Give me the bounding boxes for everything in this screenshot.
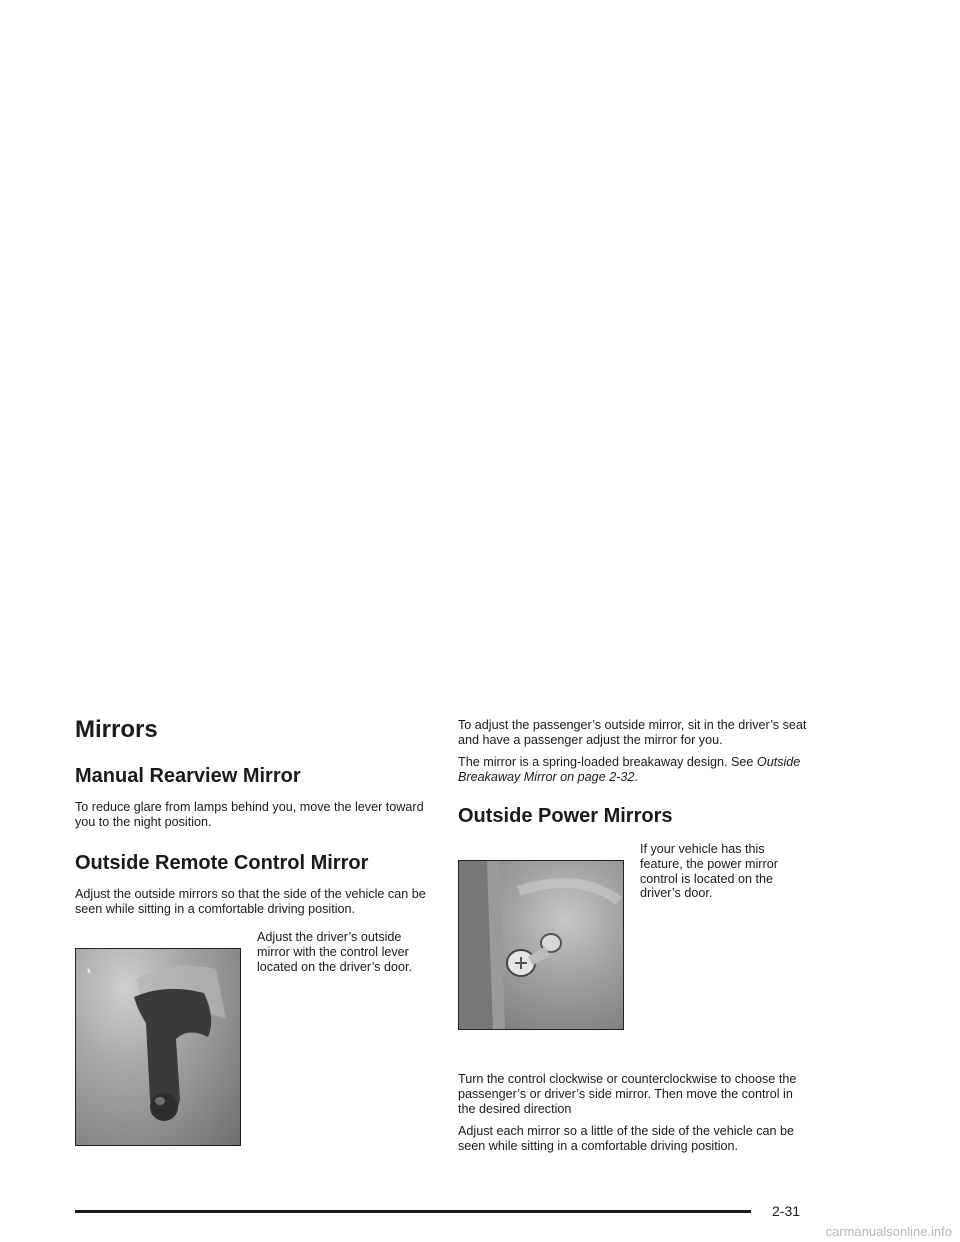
mirror-lever-photo <box>75 948 241 1146</box>
power-mirror-body-2: Adjust each mirror so a little of the side of the vehicle can be seen while sitting in a comfortable driving position. <box>458 1124 795 1153</box>
breakaway-text-lead: The mirror is a spring-loaded breakaway design. See <box>458 755 754 770</box>
power-mirror-figure <box>458 840 813 1054</box>
power-mirror-body-1: Turn the control clockwise or counterclockwise to choose the passenger’s or driver’s side mirror. Then move the control in the desired direction <box>458 1072 797 1116</box>
footer-rule <box>75 1210 751 1213</box>
manual-rearview-title: Manual Rearview Mirror <box>75 765 301 787</box>
power-mirror-photo <box>458 860 624 1030</box>
breakaway-reference-link[interactable]: Outside Breakaway Mirror on page 2-32 <box>458 755 801 784</box>
power-mirrors-title: Outside Power Mirrors <box>458 805 673 828</box>
passenger-mirror-text: To adjust the passenger’s outside mirror, sit in the driver’s seat and have a passenger adjust the mirror for you. <box>458 718 807 747</box>
mirror-lever-illustration <box>76 949 240 1145</box>
page-number: 2-31 <box>772 1203 801 1219</box>
watermark: carmanualsonline.info <box>825 1224 952 1239</box>
power-mirror-figure-text: If your vehicle has this feature, the power mirror control is located on the driver’s door. <box>640 842 778 901</box>
breakaway-text-end: . <box>634 769 638 784</box>
breakaway-text <box>458 755 813 784</box>
remote-mirror-figure <box>75 930 435 1148</box>
left-column <box>75 716 435 1148</box>
remote-mirror-body: Adjust the outside mirrors so that the side of the vehicle can be seen while sitting in a comfortable driving position. <box>75 887 426 916</box>
power-mirror-illustration <box>459 861 623 1029</box>
remote-mirror-figure-text: Adjust the driver’s outside mirror with the control lever located on the driver’s door. <box>257 930 412 974</box>
right-column <box>458 718 813 1161</box>
remote-mirror-title: Outside Remote Control Mirror <box>75 852 369 875</box>
section-title: Mirrors <box>75 716 158 743</box>
manual-rearview-body: To reduce glare from lamps behind you, move the lever toward you to the night position. <box>75 800 424 829</box>
